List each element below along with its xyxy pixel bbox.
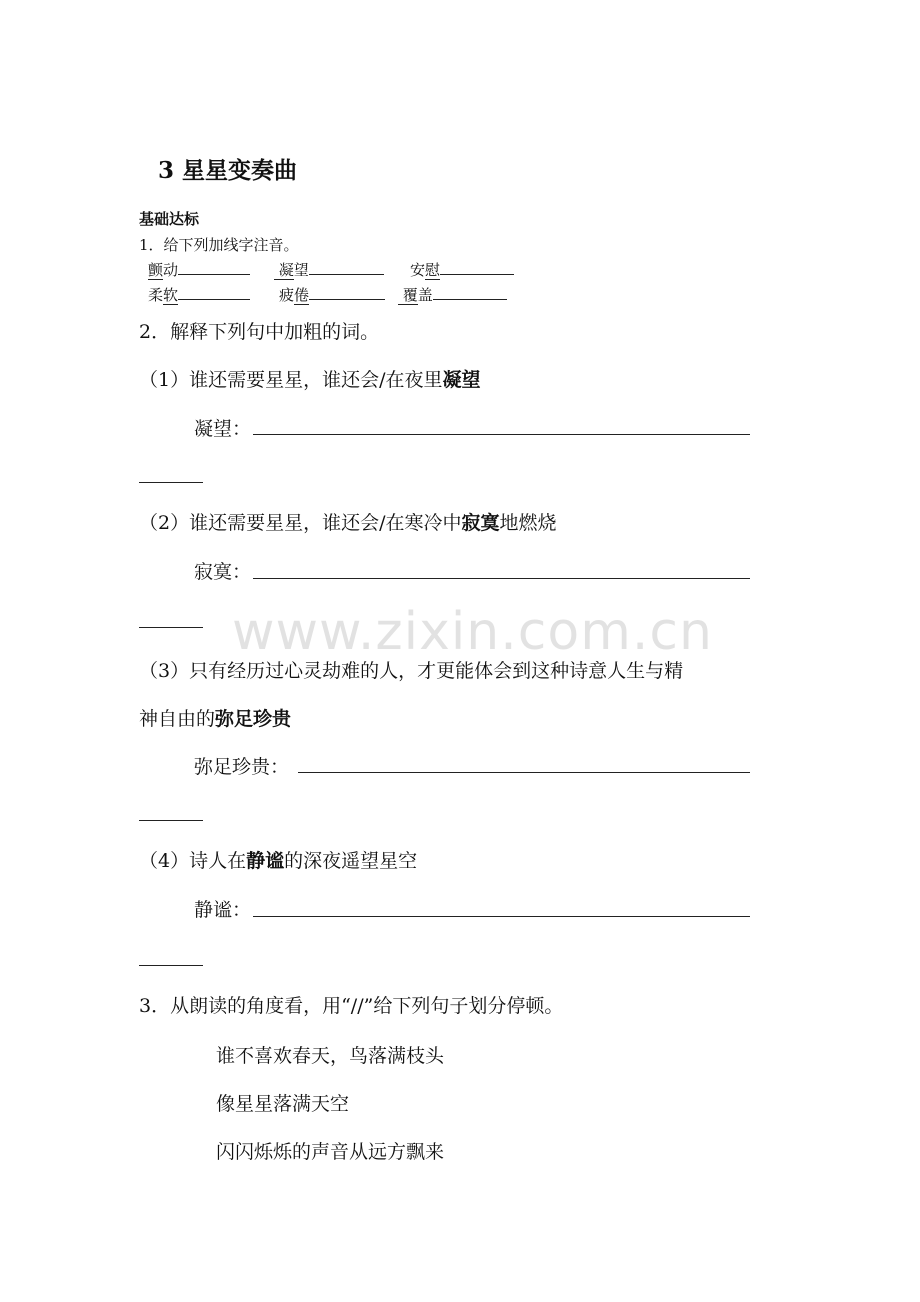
q1-word-2: 凝望 [274,259,384,280]
q3-prompt: 3．从朗读的角度看，用“//”给下列句子划分停顿。 [139,995,564,1017]
answer-line [253,578,750,579]
answer-line [253,916,750,917]
q3-line-2: 像星星落满天空 [216,1093,350,1115]
q2-item-2: （2）谁还需要星星，谁还会/在寒冷中寂寞地燃烧 [139,512,557,534]
q1-prompt: 1．给下列加线字注音。 [139,236,299,254]
answer-line [253,434,750,435]
section-heading: 基础达标 [139,210,200,228]
q2-answer-label-2: 寂寞： [194,561,252,583]
q2-item-4: （4）诗人在静谧的深夜遥望星空 [139,850,418,872]
watermark: www.zixin.com.cn [232,602,713,662]
q2-answer-label-1: 凝望： [194,418,252,440]
answer-line-tail [139,965,203,966]
answer-line [298,772,750,773]
q1-word-5: 疲倦 [279,284,385,305]
q1-word-6: 覆盖 [398,284,507,305]
page-title: 3 星星变奏曲 [158,157,298,184]
q2-item-3-line2: 神自由的弥足珍贵 [139,708,292,730]
q2-item-1: （1）谁还需要星星，谁还会/在夜里凝望 [139,369,481,391]
q3-line-1: 谁不喜欢春天，鸟落满枝头 [216,1045,445,1067]
answer-line-tail [139,482,203,483]
answer-line-tail [139,820,203,821]
q2-answer-label-3: 弥足珍贵： [194,756,290,778]
q2-answer-label-4: 静谧： [194,899,252,921]
q1-word-4: 柔软 [148,284,250,305]
q2-prompt: 2．解释下列句中加粗的词。 [139,321,380,343]
q1-word-3: 安慰 [410,259,514,280]
q3-line-3: 闪闪烁烁的声音从远方飘来 [216,1141,445,1163]
q2-item-3-line1: （3）只有经历过心灵劫难的人，才更能体会到这种诗意人生与精 [139,660,684,682]
q1-word-1: 颤动 [148,259,250,280]
answer-line-tail [139,627,203,628]
